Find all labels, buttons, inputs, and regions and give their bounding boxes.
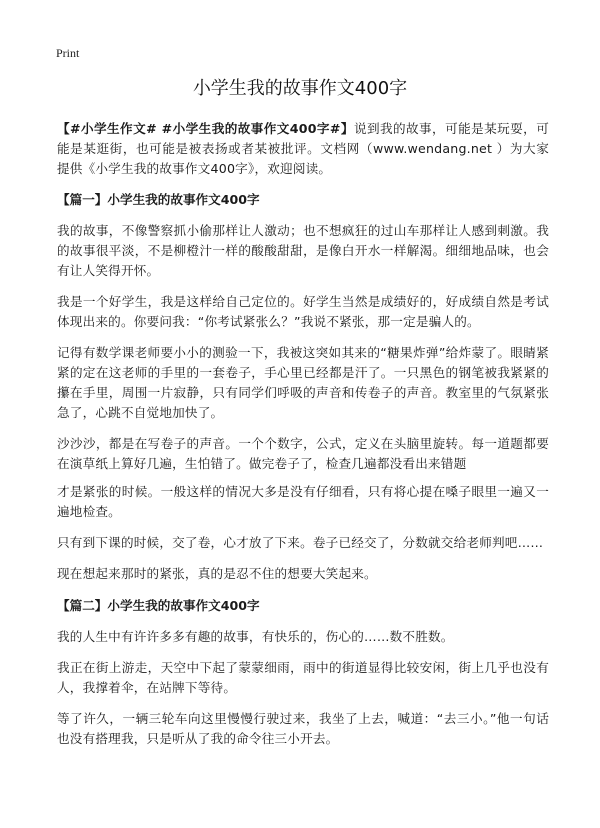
section-heading-1: 【篇一】小学生我的故事作文400字	[57, 192, 260, 207]
intro-paragraph	[57, 119, 549, 179]
intro-tag: 【#小学生作文# #小学生我的故事作文400字#】	[57, 121, 354, 136]
article-body	[57, 119, 549, 760]
section-2-paragraph: 我正在街上游走，天空中下起了蒙蒙细雨，雨中的街道显得比较安闲，街上几乎也没有人，我撑着伞，在站牌下等待。	[57, 660, 549, 695]
section-1-paragraph: 才是紧张的时候。一般这样的情况大多是没有仔细看，只有将心提在嗓子眼里一遍又一遍地检查。	[57, 484, 549, 519]
section-1-paragraph: 记得有数学课老师要小小的测验一下，我被这突如其来的“糖果炸弹”给炸蒙了。眼睛紧紧的定在这老师的手里的一套卷子，手心里已经都是汗了。一只黑色的钢笔被我紧紧的攥在手里，周围一片寂静，只有同学们呼吸的声音和传卷子的声音。教室里的气氛紧张急了，心跳不自觉地加快了。	[57, 345, 549, 420]
section-1-paragraph: 现在想起来那时的紧张，真的是忍不住的想要大笑起来。	[57, 566, 377, 581]
print-label[interactable]: Print	[56, 46, 80, 60]
section-heading-2: 【篇二】小学生我的故事作文400字	[57, 598, 260, 613]
section-1-paragraph: 我是一个好学生，我是这样给自己定位的。好学生当然是成绩好的，好成绩自然是考试体现出来的。你要问我：“你考试紧张么？”我说不紧张，那一定是骗人的。	[57, 294, 549, 329]
section-2-paragraph: 我的人生中有许许多多有趣的故事，有快乐的，伤心的……数不胜数。	[57, 629, 454, 644]
intro-text: 说到我的故事，可能是某玩耍，可能是某逛街，也可能是被表扬或者某被批评。文档网（www.wendang.net ）为大家提供《小学生我的故事作文400字》，欢迎阅读。	[57, 121, 549, 176]
section-2-paragraph: 等了许久，一辆三轮车向这里慢慢行驶过来，我坐了上去，喊道：“去三小。”他一句话也没有搭理我，只是听从了我的命令往三小开去。	[57, 711, 549, 746]
page-title: 小学生我的故事作文400字	[192, 78, 408, 99]
section-1-paragraph: 沙沙沙，都是在写卷子的声音。一个个数字，公式，定义在头脑里旋转。每一道题都要在演草纸上算好几遍，生怕错了。做完卷子了，检查几遍都没看出来错题	[57, 436, 549, 471]
section-1-paragraph: 只有到下课的时候，交了卷，心才放了下来。卷子已经交了，分数就交给老师判吧……	[57, 535, 544, 550]
section-1-paragraph: 我的故事，不像警察抓小偷那样让人激动；也不想疯狂的过山车那样让人感到刺激。我的故事很平淡，不是柳橙汁一样的酸酸甜甜，是像白开水一样解渴。细细地品味，也会有让人笑得开怀。	[57, 223, 549, 278]
